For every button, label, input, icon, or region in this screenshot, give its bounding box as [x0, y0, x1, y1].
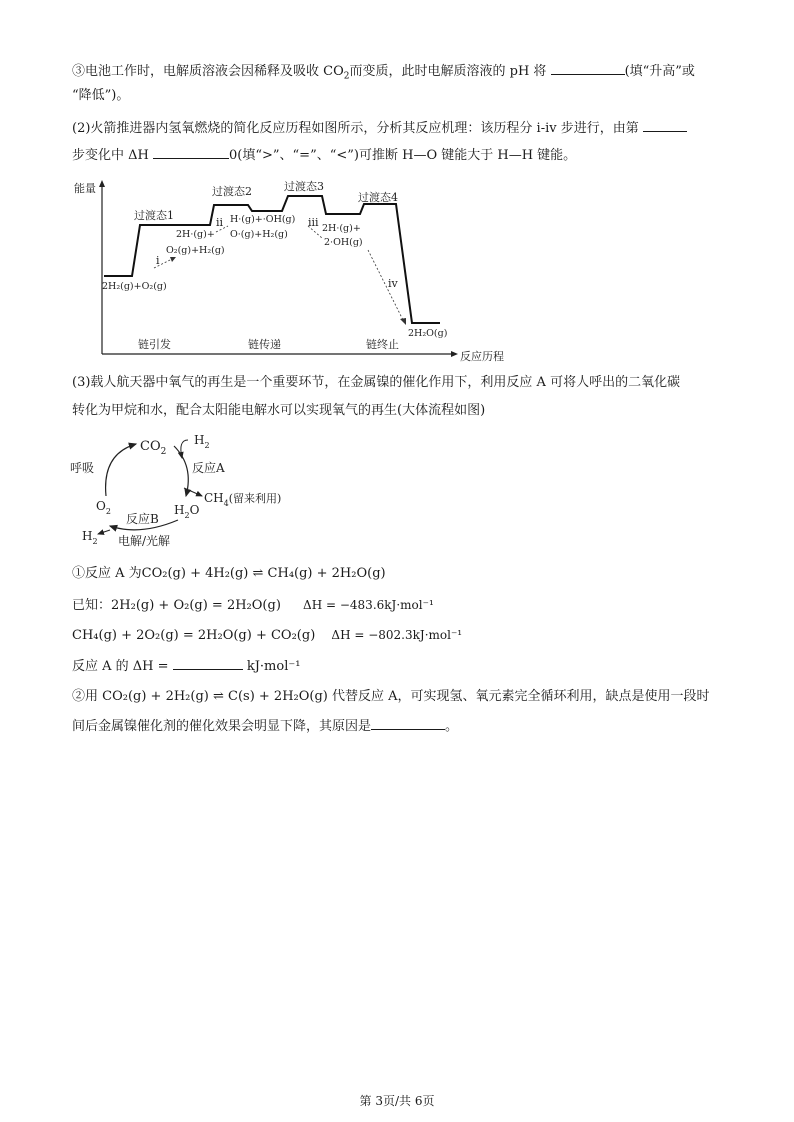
- h2-output-arrow: [98, 530, 110, 534]
- y-axis-arrow: [99, 180, 105, 187]
- answer-blank-step[interactable]: [643, 118, 687, 132]
- state1-species-a: 2H·(g)+: [176, 229, 215, 240]
- state3-species-a: 2H·(g)+: [322, 223, 361, 234]
- known-eq2-dh: ΔH = −802.3kJ·mol⁻¹: [331, 628, 463, 642]
- part2-line2: [72, 145, 576, 165]
- energy-profile-diagram: [70, 176, 520, 368]
- state1-species-b: O₂(g)+H₂(g): [166, 245, 225, 256]
- end-species: 2H₂O(g): [408, 328, 448, 339]
- answer-blank-ph[interactable]: [551, 61, 625, 75]
- reaction-a-label: 反应A: [192, 461, 225, 475]
- q2-line2: [72, 716, 458, 736]
- q3-line1: [72, 61, 695, 86]
- ts4-label: 过渡态4: [358, 191, 398, 204]
- step1-label: i: [156, 254, 160, 267]
- known-eq1-dh: ΔH = −483.6kJ·mol⁻¹: [303, 598, 434, 612]
- known-eq2: CH₄(g) + 2O₂(g) = 2H₂O(g) + CO₂(g): [72, 628, 316, 643]
- part3-line1: (3)载人航天器中氧气的再生是一个重要环节，在金属镍的催化作用下，利用反应 A 可将人呼出的二氧化碳: [72, 375, 681, 390]
- q3-text-c: (填“升高”或: [624, 64, 695, 79]
- known-eq1-row: [72, 596, 434, 615]
- start-species: 2H₂(g)+O₂(g): [102, 281, 167, 292]
- y-axis-label: 能量: [74, 182, 96, 195]
- phase-initiation: 链引发: [138, 338, 171, 351]
- part2-text-c: 0(填“>”、“=”、“<”)可推断 H—O 键能大于 H—H 键能。: [229, 148, 577, 163]
- known-eq1: 2H₂(g) + O₂(g) = 2H₂O(g): [111, 598, 281, 613]
- reaction-a-equation: ①反应 A 为CO₂(g) + 4H₂(g) ⇌ CH₄(g) + 2H₂O(g): [72, 566, 386, 581]
- o2-label: $O_2$: [96, 499, 111, 516]
- page-footer: 第 3页/共 6页: [359, 1094, 435, 1108]
- x-axis-arrow: [451, 351, 458, 357]
- known-label: 已知：: [72, 598, 112, 613]
- electrolysis-label: 电解/光解: [118, 534, 171, 548]
- reaction-a-dh-row: [72, 656, 300, 676]
- part2-text-a: (2)火箭推进器内氢氧燃烧的简化反应历程如图所示，分析其反应机理：该历程分 i-iv 步进行，由第: [72, 121, 639, 136]
- reaction-b-label: 反应B: [126, 512, 159, 526]
- state3-species-b: 2·OH(g): [324, 237, 363, 248]
- answer-blank-reason[interactable]: [371, 716, 445, 730]
- h2-output-label: $H_2$: [82, 529, 98, 546]
- step4-arrowhead: [400, 318, 406, 325]
- phase-propagation: 链传递: [248, 338, 281, 351]
- breath-label: 呼吸: [70, 461, 95, 475]
- q2-line1: ②用 CO₂(g) + 2H₂(g) ⇌ C(s) + 2H₂O(g) 代替反应 A，可实现氢、氧元素完全循环利用，缺点是使用一段时: [72, 689, 710, 704]
- x-axis-label: 反应历程: [460, 350, 504, 363]
- dh-unit: kJ·mol⁻¹: [246, 659, 301, 674]
- co2-label: $CO_2$: [140, 439, 167, 457]
- step1-arrowhead: [170, 257, 176, 262]
- oxygen-regeneration-cycle: [70, 430, 330, 550]
- step4-arrow: [368, 250, 404, 322]
- ts3-label: 过渡态3: [284, 180, 324, 193]
- h2o-label: $H_2O$: [174, 503, 200, 520]
- step4-label: iv: [388, 277, 398, 290]
- answer-blank-dh[interactable]: [173, 656, 243, 670]
- ts2-label: 过渡态2: [212, 185, 252, 198]
- answer-blank-dh-sign[interactable]: [153, 145, 229, 159]
- q2-text: 间后金属镍催化剂的催化效果会明显下降，其原因是: [72, 719, 372, 734]
- part2-text-b: 步变化中 ΔH: [72, 148, 149, 163]
- state2-species-b: O·(g)+H₂(g): [230, 229, 288, 240]
- q3-text-b: 而变质，此时电解质溶液的 pH 将: [349, 64, 547, 79]
- part3-line2: 转化为甲烷和水，配合太阳能电解水可以实现氧气的再生(大体流程如图): [72, 403, 486, 418]
- part2-line1: [72, 118, 687, 138]
- q2-end: 。: [445, 719, 459, 734]
- q3-text-a: ③电池工作时，电解质溶液会因稀释及吸收 CO: [72, 64, 344, 79]
- q3-sub: 2: [343, 71, 350, 82]
- step3-label: iii: [308, 216, 319, 229]
- h2-input-label: $H_2$: [194, 433, 210, 450]
- step2-label: ii: [216, 216, 224, 229]
- state2-species-a: H·(g)+·OH(g): [230, 214, 296, 225]
- breath-arrow: [106, 444, 136, 496]
- ch4-label: $CH_4$(留来利用): [204, 491, 282, 508]
- ts1-label: 过渡态1: [134, 209, 174, 222]
- phase-termination: 链终止: [366, 338, 399, 351]
- dh-ask-label: 反应 A 的 ΔH =: [72, 659, 169, 674]
- known-eq2-row: [72, 626, 462, 645]
- q3-line2: “降低”)。: [72, 88, 130, 103]
